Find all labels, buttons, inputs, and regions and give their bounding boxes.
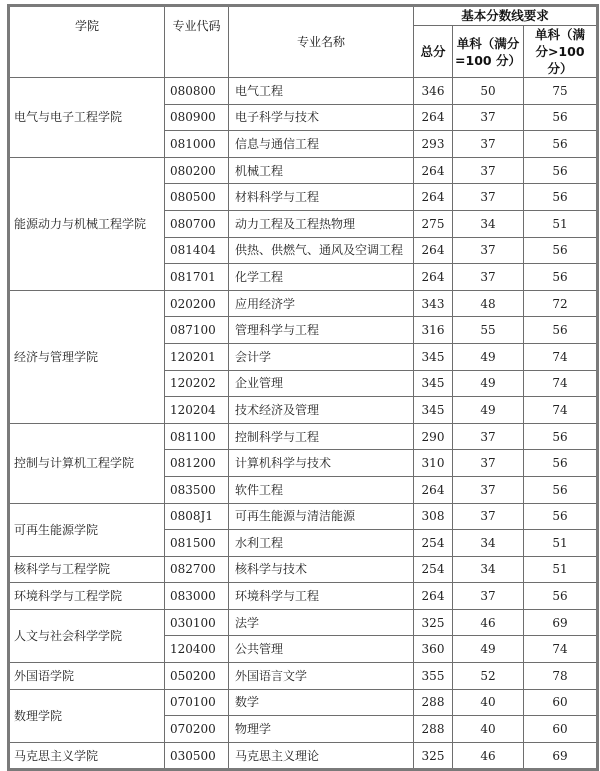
total-score-cell: 325 — [414, 609, 453, 636]
header-single-gt100: 单科（满 分>100 分） — [524, 26, 598, 78]
major-name-cell: 企业管理 — [229, 370, 414, 397]
college-cell: 外国语学院 — [9, 663, 165, 690]
table-row — [9, 290, 598, 317]
table-row — [9, 78, 598, 105]
total-score-cell: 288 — [414, 716, 453, 743]
single-gt100-cell: 56 — [524, 264, 598, 291]
major-code-cell: 081500 — [165, 530, 229, 557]
total-score-cell: 264 — [414, 476, 453, 503]
major-code-cell: 030500 — [165, 742, 229, 770]
major-code-cell: 080200 — [165, 157, 229, 184]
college-cell: 经济与管理学院 — [9, 290, 165, 423]
single-100-cell: 40 — [453, 716, 524, 743]
major-name-cell: 软件工程 — [229, 476, 414, 503]
total-score-cell: 275 — [414, 210, 453, 237]
total-score-cell: 316 — [414, 317, 453, 344]
major-code-cell: 120400 — [165, 636, 229, 663]
total-score-cell: 264 — [414, 237, 453, 264]
major-code-cell: 081404 — [165, 237, 229, 264]
major-name-cell: 化学工程 — [229, 264, 414, 291]
single-100-cell: 49 — [453, 397, 524, 424]
total-score-cell: 290 — [414, 423, 453, 450]
major-code-cell: 081000 — [165, 131, 229, 158]
major-code-cell: 080700 — [165, 210, 229, 237]
table-row — [9, 742, 598, 770]
major-code-cell: 081701 — [165, 264, 229, 291]
single-gt100-cell: 56 — [524, 104, 598, 131]
college-cell: 数理学院 — [9, 689, 165, 742]
major-code-cell: 0808J1 — [165, 503, 229, 530]
single-gt100-cell: 51 — [524, 530, 598, 557]
single-100-cell: 34 — [453, 210, 524, 237]
major-code-cell: 120204 — [165, 397, 229, 424]
score-table-container — [7, 4, 599, 771]
single-gt100-cell: 60 — [524, 716, 598, 743]
single-100-cell: 40 — [453, 689, 524, 716]
single-100-cell: 37 — [453, 237, 524, 264]
single-gt100-cell: 74 — [524, 397, 598, 424]
major-name-cell: 机械工程 — [229, 157, 414, 184]
table-header — [9, 6, 598, 78]
single-100-cell: 34 — [453, 530, 524, 557]
total-score-cell: 345 — [414, 370, 453, 397]
header-college: 学院 — [9, 6, 165, 78]
header-major-code: 专业代码 — [165, 6, 229, 78]
major-name-cell: 信息与通信工程 — [229, 131, 414, 158]
single-100-cell: 37 — [453, 450, 524, 477]
major-code-cell: 081200 — [165, 450, 229, 477]
major-name-cell: 公共管理 — [229, 636, 414, 663]
major-name-cell: 动力工程及工程热物理 — [229, 210, 414, 237]
header-single-100: 单科（满分 =100 分） — [453, 26, 524, 78]
college-cell: 核科学与工程学院 — [9, 556, 165, 583]
total-score-cell: 293 — [414, 131, 453, 158]
single-gt100-cell: 56 — [524, 237, 598, 264]
single-gt100-cell: 56 — [524, 131, 598, 158]
single-100-cell: 49 — [453, 343, 524, 370]
header-major-name: 专业名称 — [229, 6, 414, 78]
single-gt100-cell: 60 — [524, 689, 598, 716]
major-name-cell: 控制科学与工程 — [229, 423, 414, 450]
major-name-cell: 法学 — [229, 609, 414, 636]
single-gt100-cell: 56 — [524, 184, 598, 211]
single-gt100-cell: 51 — [524, 210, 598, 237]
major-code-cell: 120201 — [165, 343, 229, 370]
college-cell: 马克思主义学院 — [9, 742, 165, 770]
major-code-cell: 020200 — [165, 290, 229, 317]
major-name-cell: 管理科学与工程 — [229, 317, 414, 344]
major-name-cell: 外国语言文学 — [229, 663, 414, 690]
major-code-cell: 050200 — [165, 663, 229, 690]
major-name-cell: 环境科学与工程 — [229, 583, 414, 610]
single-100-cell: 48 — [453, 290, 524, 317]
table-body — [9, 78, 598, 770]
single-100-cell: 46 — [453, 609, 524, 636]
total-score-cell: 360 — [414, 636, 453, 663]
major-name-cell: 电子科学与技术 — [229, 104, 414, 131]
single-100-cell: 49 — [453, 370, 524, 397]
single-100-cell: 37 — [453, 583, 524, 610]
single-100-cell: 37 — [453, 157, 524, 184]
major-name-cell: 材料科学与工程 — [229, 184, 414, 211]
header-total-score: 总分 — [414, 26, 453, 78]
college-cell: 可再生能源学院 — [9, 503, 165, 556]
single-gt100-cell: 74 — [524, 370, 598, 397]
single-gt100-cell: 69 — [524, 742, 598, 770]
score-line-table — [7, 4, 599, 771]
total-score-cell: 343 — [414, 290, 453, 317]
total-score-cell: 264 — [414, 104, 453, 131]
single-100-cell: 55 — [453, 317, 524, 344]
major-name-cell: 水利工程 — [229, 530, 414, 557]
major-code-cell: 082700 — [165, 556, 229, 583]
total-score-cell: 325 — [414, 742, 453, 770]
table-row — [9, 503, 598, 530]
single-100-cell: 37 — [453, 104, 524, 131]
table-row — [9, 689, 598, 716]
major-name-cell: 会计学 — [229, 343, 414, 370]
major-code-cell: 083000 — [165, 583, 229, 610]
single-gt100-cell: 74 — [524, 636, 598, 663]
single-gt100-cell: 69 — [524, 609, 598, 636]
major-name-cell: 计算机科学与技术 — [229, 450, 414, 477]
major-code-cell: 030100 — [165, 609, 229, 636]
header-score-requirements: 基本分数线要求 — [414, 6, 598, 26]
college-cell: 电气与电子工程学院 — [9, 78, 165, 158]
single-100-cell: 37 — [453, 131, 524, 158]
single-gt100-cell: 56 — [524, 423, 598, 450]
single-gt100-cell: 74 — [524, 343, 598, 370]
total-score-cell: 288 — [414, 689, 453, 716]
college-cell: 控制与计算机工程学院 — [9, 423, 165, 503]
major-name-cell: 供热、供燃气、通风及空调工程 — [229, 237, 414, 264]
table-row — [9, 583, 598, 610]
single-gt100-cell: 56 — [524, 503, 598, 530]
single-100-cell: 49 — [453, 636, 524, 663]
total-score-cell: 345 — [414, 343, 453, 370]
total-score-cell: 264 — [414, 157, 453, 184]
total-score-cell: 264 — [414, 264, 453, 291]
single-gt100-cell: 72 — [524, 290, 598, 317]
total-score-cell: 346 — [414, 78, 453, 105]
major-name-cell: 马克思主义理论 — [229, 742, 414, 770]
major-name-cell: 技术经济及管理 — [229, 397, 414, 424]
total-score-cell: 254 — [414, 556, 453, 583]
major-code-cell: 070100 — [165, 689, 229, 716]
major-code-cell: 087100 — [165, 317, 229, 344]
single-100-cell: 37 — [453, 423, 524, 450]
major-name-cell: 电气工程 — [229, 78, 414, 105]
single-gt100-cell: 75 — [524, 78, 598, 105]
major-code-cell: 120202 — [165, 370, 229, 397]
college-cell: 能源动力与机械工程学院 — [9, 157, 165, 290]
total-score-cell: 264 — [414, 583, 453, 610]
college-cell: 环境科学与工程学院 — [9, 583, 165, 610]
table-row — [9, 423, 598, 450]
college-cell: 人文与社会科学学院 — [9, 609, 165, 662]
single-gt100-cell: 56 — [524, 317, 598, 344]
major-name-cell: 数学 — [229, 689, 414, 716]
total-score-cell: 264 — [414, 184, 453, 211]
single-100-cell: 37 — [453, 476, 524, 503]
total-score-cell: 310 — [414, 450, 453, 477]
table-row — [9, 157, 598, 184]
table-row — [9, 609, 598, 636]
major-name-cell: 核科学与技术 — [229, 556, 414, 583]
table-row — [9, 556, 598, 583]
major-name-cell: 可再生能源与清洁能源 — [229, 503, 414, 530]
single-gt100-cell: 78 — [524, 663, 598, 690]
single-gt100-cell: 56 — [524, 583, 598, 610]
major-code-cell: 081100 — [165, 423, 229, 450]
single-gt100-cell: 56 — [524, 476, 598, 503]
single-100-cell: 52 — [453, 663, 524, 690]
single-100-cell: 37 — [453, 184, 524, 211]
single-100-cell: 37 — [453, 503, 524, 530]
single-100-cell: 37 — [453, 264, 524, 291]
table-row — [9, 663, 598, 690]
single-100-cell: 50 — [453, 78, 524, 105]
single-100-cell: 34 — [453, 556, 524, 583]
major-code-cell: 080900 — [165, 104, 229, 131]
single-gt100-cell: 51 — [524, 556, 598, 583]
major-name-cell: 应用经济学 — [229, 290, 414, 317]
major-name-cell: 物理学 — [229, 716, 414, 743]
total-score-cell: 355 — [414, 663, 453, 690]
single-gt100-cell: 56 — [524, 450, 598, 477]
major-code-cell: 080500 — [165, 184, 229, 211]
major-code-cell: 070200 — [165, 716, 229, 743]
major-code-cell: 083500 — [165, 476, 229, 503]
total-score-cell: 308 — [414, 503, 453, 530]
single-100-cell: 46 — [453, 742, 524, 770]
single-gt100-cell: 56 — [524, 157, 598, 184]
total-score-cell: 254 — [414, 530, 453, 557]
total-score-cell: 345 — [414, 397, 453, 424]
major-code-cell: 080800 — [165, 78, 229, 105]
